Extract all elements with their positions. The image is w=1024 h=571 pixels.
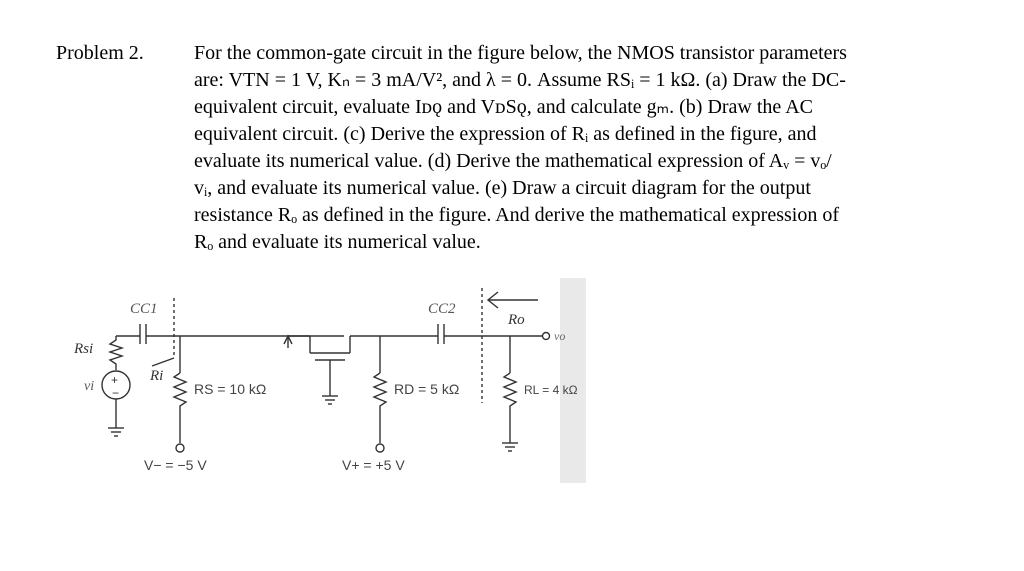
rs-label: RS = 10 kΩ xyxy=(194,381,267,397)
rl-resistor xyxy=(504,373,516,443)
vo-label: vo xyxy=(554,329,566,343)
cc2-label: CC2 xyxy=(428,301,456,317)
cc1-label: CC1 xyxy=(130,301,158,317)
common-gate-circuit-figure xyxy=(70,278,590,488)
rd-label: RD = 5 kΩ xyxy=(394,381,460,397)
ri-arrow xyxy=(152,358,174,366)
rsi-label: Rsi xyxy=(74,341,94,357)
vo-terminal xyxy=(543,333,550,340)
rl-label: RL = 4 kΩ xyxy=(524,383,578,397)
vminus-label: V− = −5 V xyxy=(144,457,207,473)
vi-plus-sign: + xyxy=(111,373,119,387)
problem-label: Problem 2. xyxy=(56,42,144,64)
vi-label: vi xyxy=(84,379,95,394)
problem-line: vᵢ, and evaluate its numerical value. (e) Draw a circuit diagram for the output xyxy=(194,177,811,199)
problem-line: For the common-gate circuit in the figure below, the NMOS transistor parameters xyxy=(194,42,847,64)
problem-line: resistance Rₒ as defined in the figure. And derive the mathematical expression of xyxy=(194,204,839,226)
ri-label: Ri xyxy=(150,368,164,384)
vplus-terminal xyxy=(376,444,384,452)
vminus-terminal xyxy=(176,444,184,452)
problem-line: evaluate its numerical value. (d) Derive the mathematical expression of Aᵥ = vₒ/ xyxy=(194,150,832,172)
rd-resistor xyxy=(374,373,386,443)
rsi-resistor xyxy=(110,336,122,370)
problem-line: Rₒ and evaluate its numerical value. xyxy=(194,231,481,253)
problem-line: are: VTN = 1 V, Kₙ = 3 mA/V², and λ = 0. Assume RSᵢ = 1 kΩ. (a) Draw the DC- xyxy=(194,69,846,91)
figure-shade xyxy=(560,278,586,483)
problem-line: equivalent circuit, evaluate Iᴅǫ and VᴅSǫ, and calculate gₘ. (b) Draw the AC xyxy=(194,96,813,118)
ro-label: Ro xyxy=(508,312,525,328)
problem-line: equivalent circuit. (c) Derive the expression of Rᵢ as defined in the figure, and xyxy=(194,123,817,145)
vi-minus-sign: − xyxy=(112,386,120,400)
vplus-label: V+ = +5 V xyxy=(342,457,405,473)
problem-statement xyxy=(194,40,984,256)
rs-resistor xyxy=(174,373,186,443)
